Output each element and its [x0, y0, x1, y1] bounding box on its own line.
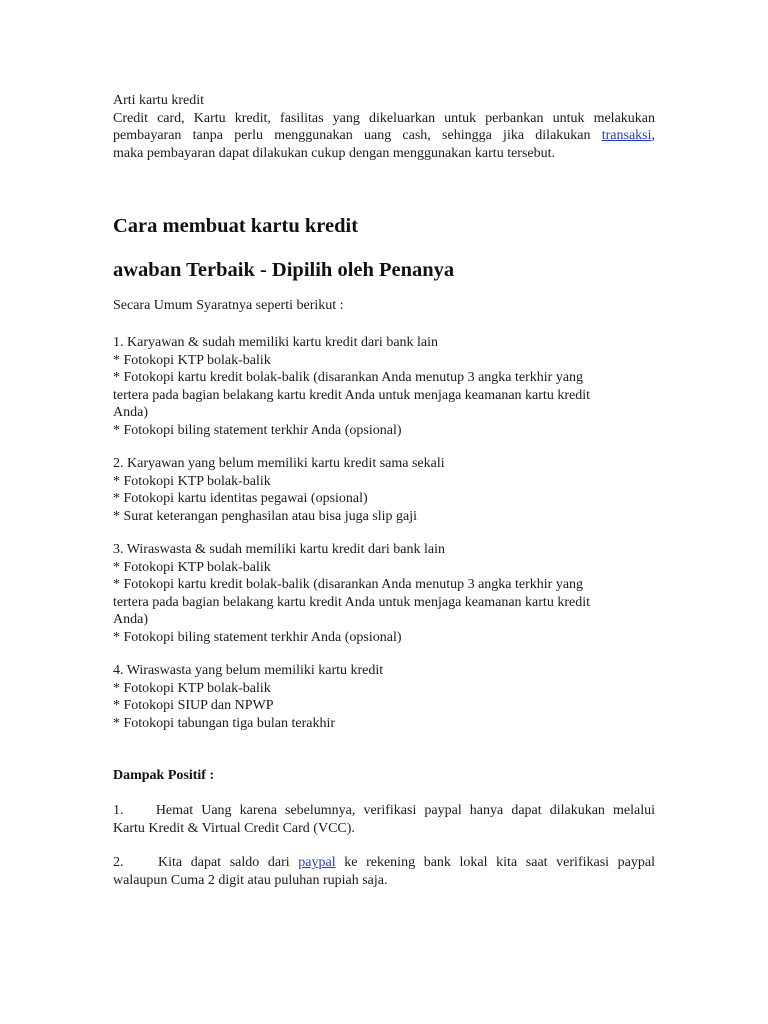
section-title: 2. Karyawan yang belum memiliki kartu kredit sama sekali — [113, 456, 445, 471]
section-line: tertera pada bagian belakang kartu kredit Anda untuk menjaga keamanan kartu kredit — [113, 387, 590, 403]
transaksi-link[interactable]: transaksi — [601, 128, 652, 143]
dampak-item-1 — [113, 802, 655, 837]
section-title: 3. Wiraswasta & sudah memiliki kartu kredit dari bank lain — [113, 542, 445, 557]
section-4 — [113, 662, 655, 732]
section-line: Anda) — [113, 612, 148, 627]
lead-text — [113, 297, 655, 315]
section-line: * Fotokopi KTP bolak-balik — [113, 473, 271, 489]
intro-line-2 — [113, 127, 655, 145]
section-title: 4. Wiraswasta yang belum memiliki kartu kredit — [113, 663, 384, 678]
section-line: * Fotokopi biling statement terkhir Anda (opsional) — [113, 629, 402, 645]
dampak-item-2-text: 2. Kita dapat saldo dari — [113, 855, 290, 870]
section-line: tertera pada bagian belakang kartu kredit Anda untuk menjaga keamanan kartu kredit — [113, 594, 590, 610]
intro-line-2-text: pembayaran tanpa perlu menggunakan uang cash, sehingga jika dilakukan — [113, 128, 591, 143]
section-line: * Fotokopi KTP bolak-balik — [113, 559, 271, 575]
intro-line-1: Credit card, Kartu kredit, fasilitas yang dikeluarkan untuk perbankan untuk melakukan — [113, 110, 655, 126]
heading-cara-membuat: Cara membuat kartu kredit — [113, 215, 359, 237]
dampak-item-2-line-1 — [113, 854, 655, 872]
dampak-item-2-line-2: walaupun Cuma 2 digit atau puluhan rupiah saja. — [113, 872, 388, 888]
section-line: * Fotokopi biling statement terkhir Anda (opsional) — [113, 422, 402, 438]
section-line: * Fotokopi KTP bolak-balik — [113, 680, 271, 696]
dampak-item-2-text-after: ke rekening bank lokal kita saat verifikasi paypal — [344, 855, 655, 870]
section-3 — [113, 541, 655, 646]
dampak-item-1-line-1: 1. Hemat Uang karena sebelumnya, verifikasi paypal hanya dapat dilakukan melalui — [113, 803, 655, 818]
section-line: Anda) — [113, 405, 148, 420]
section-1 — [113, 334, 655, 439]
section-2 — [113, 455, 655, 525]
lead-line: Secara Umum Syaratnya seperti berikut : — [113, 298, 344, 313]
section-line: * Fotokopi tabungan tiga bulan terakhir — [113, 715, 336, 731]
intro-line-2-comma: , — [651, 128, 656, 143]
section-line: * Fotokopi SIUP dan NPWP — [113, 698, 274, 713]
intro-line-3: maka pembayaran dapat dilakukan cukup dengan menggunakan kartu tersebut. — [113, 145, 556, 161]
section-line: * Fotokopi kartu identitas pegawai (opsional) — [113, 491, 368, 506]
section-line: * Fotokopi kartu kredit bolak-balik (disarankan Anda menutup 3 angka terkhir yang — [113, 370, 584, 385]
dampak-positif-title: Dampak Positif : — [113, 768, 215, 783]
heading-jawaban-terbaik: awaban Terbaik - Dipilih oleh Penanya — [113, 259, 455, 281]
section-line: * Fotokopi KTP bolak-balik — [113, 352, 271, 368]
paypal-link[interactable]: paypal — [298, 855, 336, 870]
dampak-item-1-line-2: Kartu Kredit & Virtual Credit Card (VCC). — [113, 820, 355, 836]
section-line: * Fotokopi kartu kredit bolak-balik (disarankan Anda menutup 3 angka terkhir yang — [113, 577, 584, 592]
section-line: * Surat keterangan penghasilan atau bisa juga slip gaji — [113, 508, 418, 524]
intro-paragraph — [113, 92, 655, 162]
intro-title: Arti kartu kredit — [113, 93, 204, 108]
section-title: 1. Karyawan & sudah memiliki kartu kredit dari bank lain — [113, 335, 439, 350]
dampak-item-2 — [113, 854, 655, 889]
